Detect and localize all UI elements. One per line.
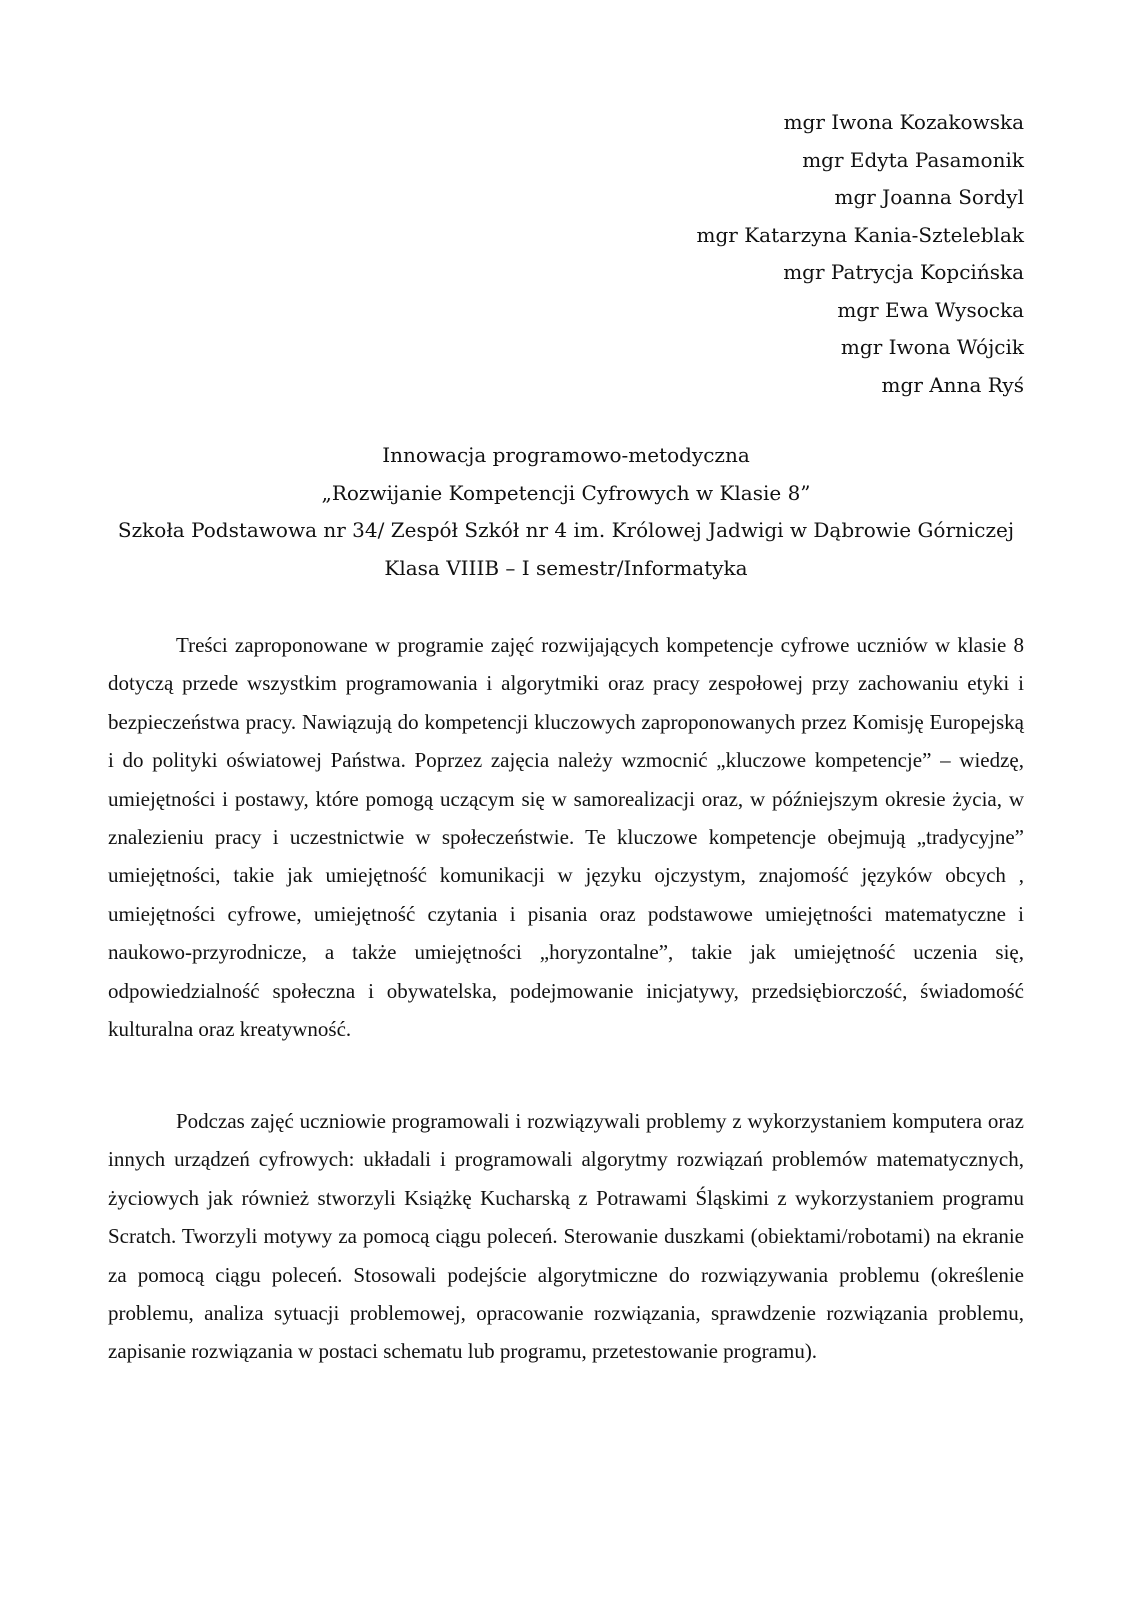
author-list	[697, 104, 1024, 404]
author-name: mgr Anna Ryś	[881, 372, 1024, 397]
author-name: mgr Patrycja Kopcińska	[783, 260, 1024, 284]
body-paragraph-1: Treści zaproponowane w programie zajęć rozwijających kompetencje cyfrowe uczniów w klasie 8 dotyczą przede wszystkim programowania i algorytmiki oraz pracy zespołowej przy zachowaniu etyki i bezpieczeństwa pracy. Nawiązują do kompetencji kluczowych zaproponowanych przez Komisję Europejską i do polityki oświatowej Państwa. Poprzez zajęcia należy wzmocnić „kluczowe kompetencje” – wiedzę, umiejętności i postawy, które pomogą uczącym się w samorealizacji oraz, w późniejszym okresie życia, w znalezieniu pracy i uczestnictwie w społeczeństwie. Te kluczowe kompetencje obejmują „tradycyjne” umiejętności, takie jak umiejętność komunikacji w języku ojczystym, znajomość języków obcych , umiejętności cyfrowe, umiejętność czytania i pisania oraz podstawowe umiejętności matematyczne i naukowo-przyrodnicze, a także umiejętności „horyzontalne”, takie jak umiejętność uczenia się, odpowiedzialność społeczna i obywatelska, podejmowanie inicjatywy, przedsiębiorczość, świadomość kulturalna oraz kreatywność.	[108, 633, 1024, 1042]
body-paragraph-2: Podczas zajęć uczniowie programowali i rozwiązywali problemy z wykorzystaniem komputera oraz innych urządzeń cyfrowych: układali i programowali algorytmy rozwiązań problemów matematycznych, życiowych jak również stworzyli Książkę Kucharską z Potrawami Śląskimi z wykorzystaniem programu Scratch. Tworzyli motywy za pomocą ciągu poleceń. Sterowanie duszkami (obiektami/robotami) na ekranie za pomocą ciągu poleceń. Stosowali podejście algorytmiczne do rozwiązywania problemu (określenie problemu, analiza sytuacji problemowej, opracowanie rozwiązania, sprawdzenie rozwiązania problemu, zapisanie rozwiązania w postaci schematu lub programu, przetestowanie programu).	[108, 1109, 1024, 1364]
heading-line-class: Klasa VIIIB – I semestr/Informatyka	[384, 555, 748, 580]
heading-line-innovation-type: Innowacja programowo-metodyczna	[382, 443, 750, 467]
author-name: mgr Iwona Kozakowska	[783, 110, 1024, 134]
document-heading	[108, 437, 1024, 587]
author-name: mgr Ewa Wysocka	[837, 297, 1024, 322]
author-name: mgr Katarzyna Kania-Szteleblak	[696, 222, 1024, 247]
heading-line-school: Szkoła Podstawowa nr 34/ Zespół Szkół nr 4 im. Królowej Jadwigi w Dąbrowie Górniczej	[117, 518, 1015, 542]
author-name: mgr Joanna Sordyl	[834, 185, 1024, 209]
author-name: mgr Iwona Wójcik	[840, 335, 1024, 359]
heading-line-title: „Rozwijanie Kompetencji Cyfrowych w Klasie 8”	[321, 480, 811, 505]
author-name: mgr Edyta Pasamonik	[802, 147, 1024, 172]
